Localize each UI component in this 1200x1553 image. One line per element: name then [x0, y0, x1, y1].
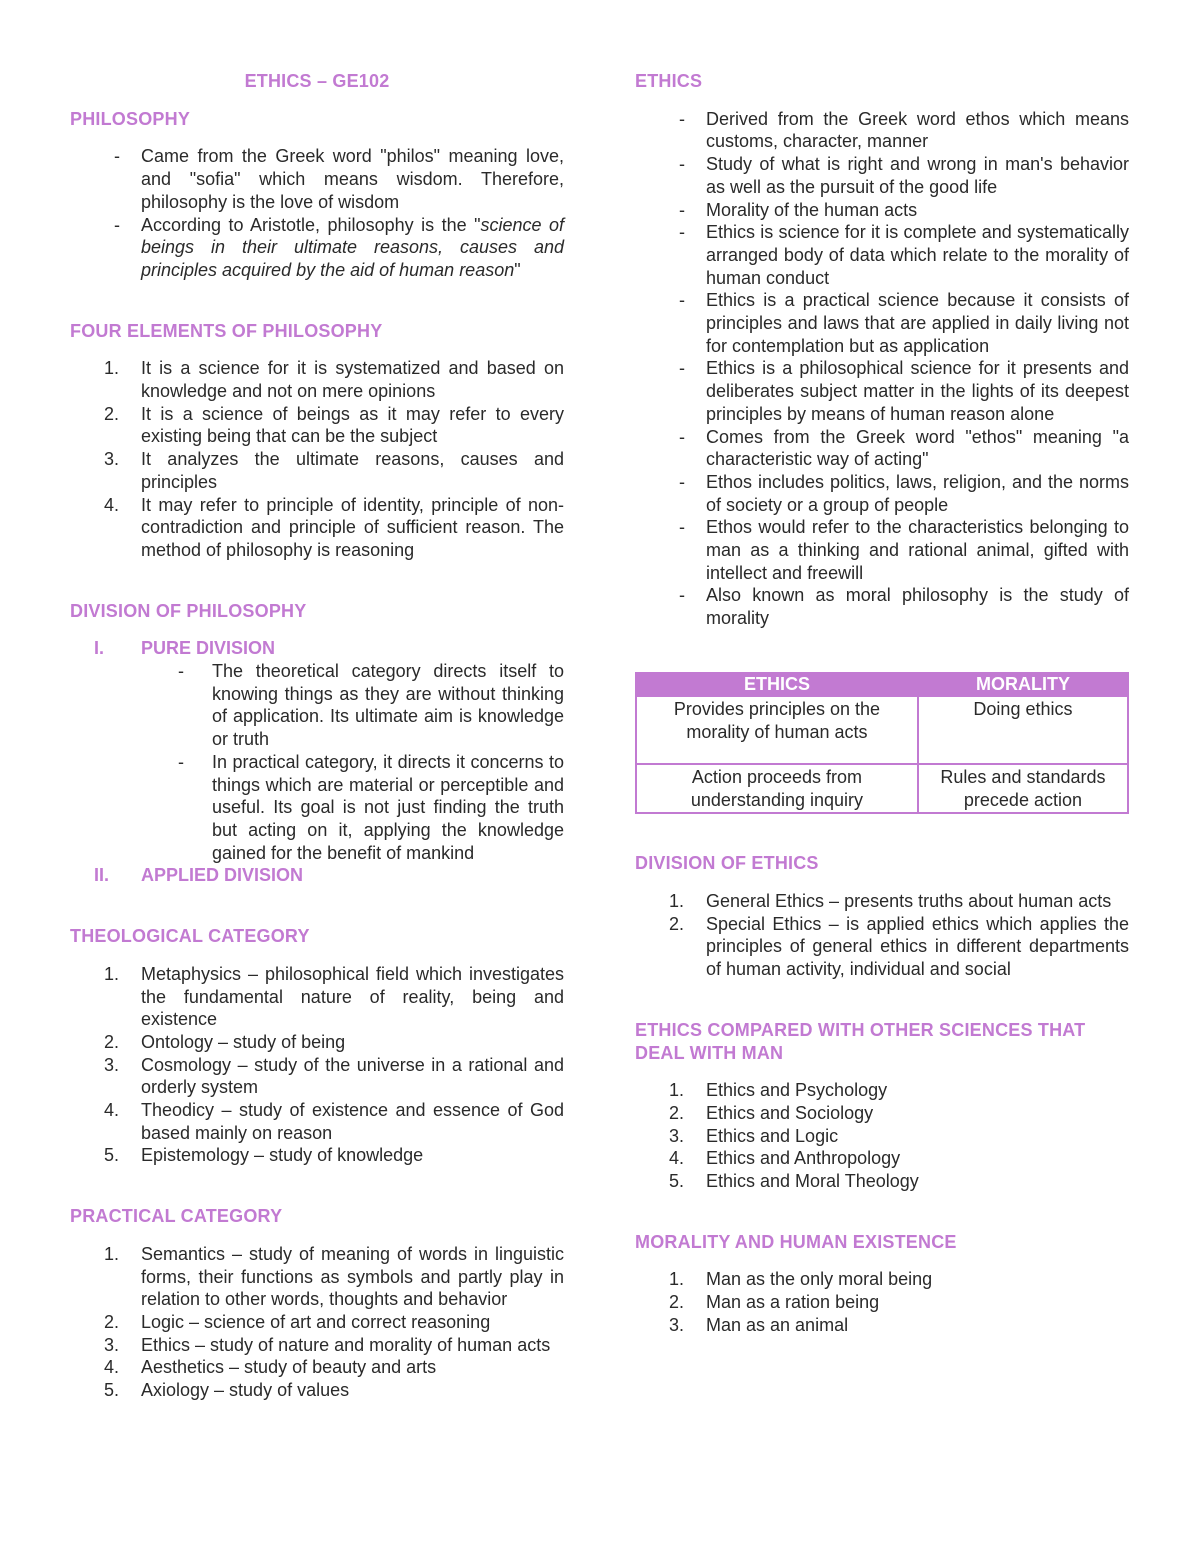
- list-item: 3. Cosmology – study of the universe in a rational and orderly system: [104, 1054, 564, 1098]
- list-item: - Ethos includes politics, laws, religion, and the norms of society or a group of people: [679, 471, 1129, 515]
- list-item: - Ethics is a philosophical science for it presents and deliberates subject matter in the lights of its deepest principles by means of human reason alone: [679, 358, 1129, 424]
- practical-list: [70, 1243, 564, 1402]
- table-row: [636, 764, 1128, 813]
- list-item: - Ethics is a practical science because it consists of principles and laws that are applied in daily living not for contemplation but as application: [679, 290, 1129, 356]
- list-item: 3. It analyzes the ultimate reasons, causes and principles: [104, 449, 564, 492]
- table-header-row: [636, 673, 1128, 696]
- four-elements-heading: FOUR ELEMENTS OF PHILOSOPHY: [70, 320, 383, 341]
- theological-heading: THEOLOGICAL CATEGORY: [70, 926, 310, 947]
- list-item: - Ethos would refer to the characteristics belonging to man as a thinking and rational animal, gifted with intellect and freewill: [679, 517, 1129, 583]
- pure-division-list: [141, 660, 564, 864]
- list-item: 5. Epistemology – study of knowledge: [104, 1145, 424, 1166]
- list-item: 5. Ethics and Moral Theology: [669, 1171, 919, 1192]
- applied-division: II. APPLIED DIVISION: [94, 865, 304, 886]
- list-item: 4. Theodicy – study of existence and essence of God based mainly on reason: [104, 1100, 564, 1143]
- table-cell: Action proceeds from understanding inquiry: [636, 764, 918, 813]
- table-header-ethics: ETHICS: [636, 673, 918, 696]
- morality-list: [635, 1268, 1129, 1336]
- table-cell: Provides principles on the morality of human acts: [636, 696, 918, 764]
- ethics-morality-table: [635, 672, 1129, 814]
- list-item: 1. Man as the only moral being: [669, 1269, 933, 1290]
- list-item: 1. Metaphysics – philosophical field which investigates the fundamental nature of reality, being and existence: [104, 963, 564, 1030]
- four-elements-list: [70, 357, 564, 561]
- document-title: ETHICS – GE102: [244, 71, 390, 91]
- morality-heading: MORALITY AND HUMAN EXISTENCE: [635, 1231, 957, 1252]
- list-item: - In practical category, it directs it concerns to things which are material or perceptible and useful. Its goal is not just finding the truth but acting on it, applying the knowledge gained for the benefit of mankind: [178, 751, 564, 863]
- list-item: 2. Logic – science of art and correct reasoning: [104, 1311, 491, 1332]
- compared-heading: ETHICS COMPARED WITH OTHER SCIENCES THAT DEAL WITH MAN: [635, 1019, 1086, 1063]
- list-item: 1. Ethics and Psychology: [669, 1080, 888, 1101]
- practical-heading: PRACTICAL CATEGORY: [70, 1206, 283, 1227]
- list-item: - The theoretical category directs itself to knowing things as they are without thinking of application. Its ultimate aim is knowledge or truth: [178, 661, 564, 750]
- list-item: 5. Axiology – study of values: [104, 1380, 350, 1401]
- list-item: 1. General Ethics – presents truths about human acts: [669, 890, 1112, 911]
- table-cell: Doing ethics: [918, 696, 1128, 764]
- division-philosophy-heading: DIVISION OF PHILOSOPHY: [70, 600, 307, 621]
- philosophy-heading: PHILOSOPHY: [70, 108, 191, 129]
- table-row: [636, 696, 1128, 764]
- list-item: 2. Special Ethics – is applied ethics which applies the principles of general ethics in different departments of human activity, individual and social: [669, 913, 1129, 980]
- list-item: 1. Semantics – study of meaning of words in linguistic forms, their functions as symbols and partly play in relation to other words, thoughts and behavior: [104, 1243, 564, 1310]
- list-item: - Derived from the Greek word ethos which means customs, character, manner: [679, 108, 1129, 152]
- list-item: 2. It is a science of beings as it may refer to every existing being that can be the subject: [104, 403, 564, 447]
- list-item: 4. It may refer to principle of identity, principle of non-contradiction and principle of sufficient reason. The method of philosophy is reasoning: [104, 494, 564, 560]
- list-item: 2. Ontology – study of being: [104, 1031, 346, 1052]
- theological-list: [70, 963, 564, 1167]
- list-item: - Also known as moral philosophy is the study of morality: [679, 585, 1129, 629]
- list-item: - Ethics is science for it is complete and systematically arranged body of data which relate to the morality of human conduct: [679, 222, 1129, 288]
- left-column: [70, 70, 564, 1402]
- right-column: [635, 70, 1129, 1337]
- division-ethics-list: [635, 890, 1129, 981]
- list-item: - Study of what is right and wrong in man's behavior as well as the pursuit of the good life: [679, 154, 1129, 197]
- pure-division: I. PURE DIVISION - The theoretical category directs itself to knowing things as they are without thinking of application. Its ultimate aim is knowledge or truth - In practical category, it directs it concerns to things which are material or perceptible and useful. Its goal is not just finding the truth but acting on it, applying the knowledge gained for the benefit of mankind: [70, 637, 564, 864]
- list-item: 4. Aesthetics – study of beauty and arts: [104, 1357, 437, 1378]
- division-philosophy-list: [70, 637, 564, 887]
- list-item: 2. Man as a ration being: [669, 1292, 880, 1313]
- list-item: 3. Man as an animal: [669, 1314, 849, 1335]
- ethics-heading: ETHICS: [635, 71, 703, 91]
- compared-list: [635, 1079, 1129, 1193]
- table-header-morality: MORALITY: [918, 673, 1128, 696]
- list-item: 3. Ethics and Logic: [669, 1125, 839, 1146]
- list-item: - Morality of the human acts: [679, 199, 918, 220]
- table-cell: Rules and standards precede action: [918, 764, 1128, 813]
- list-item: 3. Ethics – study of nature and morality of human acts: [104, 1334, 551, 1355]
- division-ethics-heading: DIVISION OF ETHICS: [635, 853, 819, 874]
- list-item: - Came from the Greek word "philos" meaning love, and "sofia" which means wisdom. Therefore, philosophy is the love of wisdom: [114, 146, 564, 212]
- ethics-list: [635, 108, 1129, 630]
- list-item: 4. Ethics and Anthropology: [669, 1148, 901, 1169]
- philosophy-list: [70, 145, 564, 281]
- list-item: 2. Ethics and Sociology: [669, 1102, 874, 1123]
- list-item: 1. It is a science for it is systematized and based on knowledge and not on mere opinions: [104, 358, 564, 402]
- list-item: - Comes from the Greek word "ethos" meaning "a characteristic way of acting": [679, 426, 1129, 470]
- list-item: - According to Aristotle, philosophy is the "science of beings in their ultimate reasons, causes and principles acquired by the aid of human reason": [114, 214, 564, 280]
